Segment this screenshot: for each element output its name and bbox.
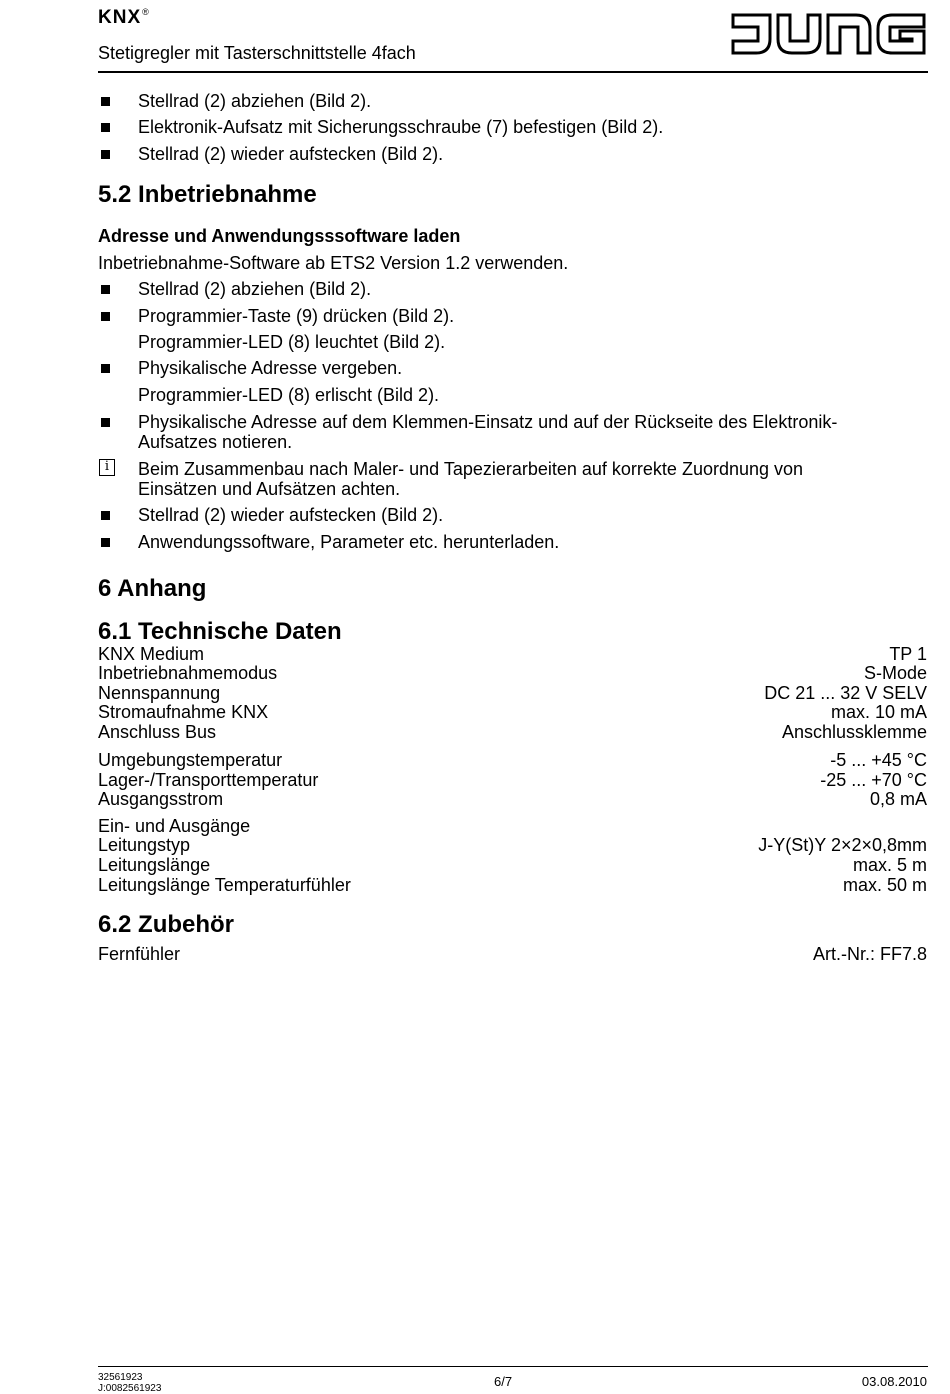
section-heading-6-1: 6.1 Technische Daten bbox=[98, 618, 342, 645]
bullet bbox=[101, 312, 110, 321]
section-heading-5-2: 5.2 Inbetriebnahme bbox=[98, 181, 317, 208]
list-item: Stellrad (2) wieder aufstecken (Bild 2). bbox=[138, 144, 444, 164]
bullet bbox=[101, 285, 110, 294]
result-text: Programmier-LED (8) erlischt (Bild 2). bbox=[138, 385, 440, 405]
list-item: Anwendungssoftware, Parameter etc. herunterladen. bbox=[138, 532, 560, 552]
spec-value: TP 1 bbox=[889, 644, 927, 664]
job-number: J:0082561923 bbox=[98, 1383, 162, 1394]
spec-value: S-Mode bbox=[863, 663, 927, 683]
list-item: Elektronik-Aufsatz mit Sicherungsschraube (7) befestigen (Bild 2). bbox=[138, 117, 664, 137]
spec-label: Ausgangsstrom bbox=[98, 789, 224, 809]
spec-group-label: Ein- und Ausgänge bbox=[98, 816, 251, 836]
spec-value: max. 5 m bbox=[852, 855, 927, 875]
spec-label: Nennspannung bbox=[98, 683, 221, 703]
spec-label: Leitungstyp bbox=[98, 835, 191, 855]
bullet bbox=[101, 150, 110, 159]
info-note: Beim Zusammenbau nach Maler- und Tapezierarbeiten auf korrekte Zuordnung von bbox=[138, 459, 804, 479]
bullet bbox=[101, 418, 110, 427]
spec-label: Leitungslänge Temperaturfühler bbox=[98, 875, 351, 895]
spec-label: Inbetriebnahmemodus bbox=[98, 663, 278, 683]
jung-logo bbox=[730, 11, 928, 57]
list-item: Physikalische Adresse auf dem Klemmen-Einsatz und auf der Rückseite des Elektronik- bbox=[138, 412, 838, 432]
spec-value: J-Y(St)Y 2×2×0,8mm bbox=[758, 835, 927, 855]
spec-label: Anschluss Bus bbox=[98, 722, 217, 742]
list-item: Stellrad (2) wieder aufstecken (Bild 2). bbox=[138, 505, 444, 525]
spec-value: Anschlussklemme bbox=[781, 722, 927, 742]
bullet bbox=[101, 97, 110, 106]
list-item: Stellrad (2) abziehen (Bild 2). bbox=[138, 91, 372, 111]
spec-label: Stromaufnahme KNX bbox=[98, 702, 269, 722]
doc-number: 32561923 bbox=[98, 1372, 143, 1383]
subheading: Adresse und Anwendungsssoftware laden bbox=[98, 226, 461, 246]
accessory-value: Art.-Nr.: FF7.8 bbox=[812, 944, 927, 964]
bullet bbox=[101, 538, 110, 547]
bullet bbox=[101, 364, 110, 373]
list-item-continuation: Aufsatzes notieren. bbox=[138, 432, 293, 452]
header-rule bbox=[98, 71, 928, 73]
spec-label: KNX Medium bbox=[98, 644, 205, 664]
section-heading-6-2: 6.2 Zubehör bbox=[98, 911, 235, 938]
bullet bbox=[101, 123, 110, 132]
spec-value: -25 ... +70 °C bbox=[820, 770, 927, 790]
bullet bbox=[101, 511, 110, 520]
footer-date: 03.08.2010 bbox=[861, 1374, 927, 1389]
accessory-label: Fernfühler bbox=[98, 944, 181, 964]
spec-label: Umgebungstemperatur bbox=[98, 750, 283, 770]
spec-value: max. 10 mA bbox=[830, 702, 927, 722]
spec-value: max. 50 m bbox=[842, 875, 927, 895]
spec-value: 0,8 mA bbox=[869, 789, 927, 809]
section-heading-6: 6 Anhang bbox=[98, 575, 207, 602]
list-item: Physikalische Adresse vergeben. bbox=[138, 358, 403, 378]
result-text: Programmier-LED (8) leuchtet (Bild 2). bbox=[138, 332, 446, 352]
knx-logo: KNX® bbox=[98, 7, 150, 28]
document-title: Stetigregler mit Tasterschnittstelle 4fach bbox=[98, 43, 416, 63]
spec-value: -5 ... +45 °C bbox=[830, 750, 927, 770]
spec-label: Leitungslänge bbox=[98, 855, 211, 875]
spec-label: Lager-/Transporttemperatur bbox=[98, 770, 319, 790]
page-number: 6/7 bbox=[494, 1374, 513, 1389]
list-item: Programmier-Taste (9) drücken (Bild 2). bbox=[138, 306, 455, 326]
footer-rule bbox=[98, 1366, 928, 1367]
list-item: Stellrad (2) abziehen (Bild 2). bbox=[138, 279, 372, 299]
spec-value: DC 21 ... 32 V SELV bbox=[764, 683, 927, 703]
intro-text: Inbetriebnahme-Software ab ETS2 Version 1.2 verwenden. bbox=[98, 253, 569, 273]
info-note-continuation: Einsätzen und Aufsätzen achten. bbox=[138, 479, 401, 499]
info-icon: i bbox=[99, 459, 115, 476]
